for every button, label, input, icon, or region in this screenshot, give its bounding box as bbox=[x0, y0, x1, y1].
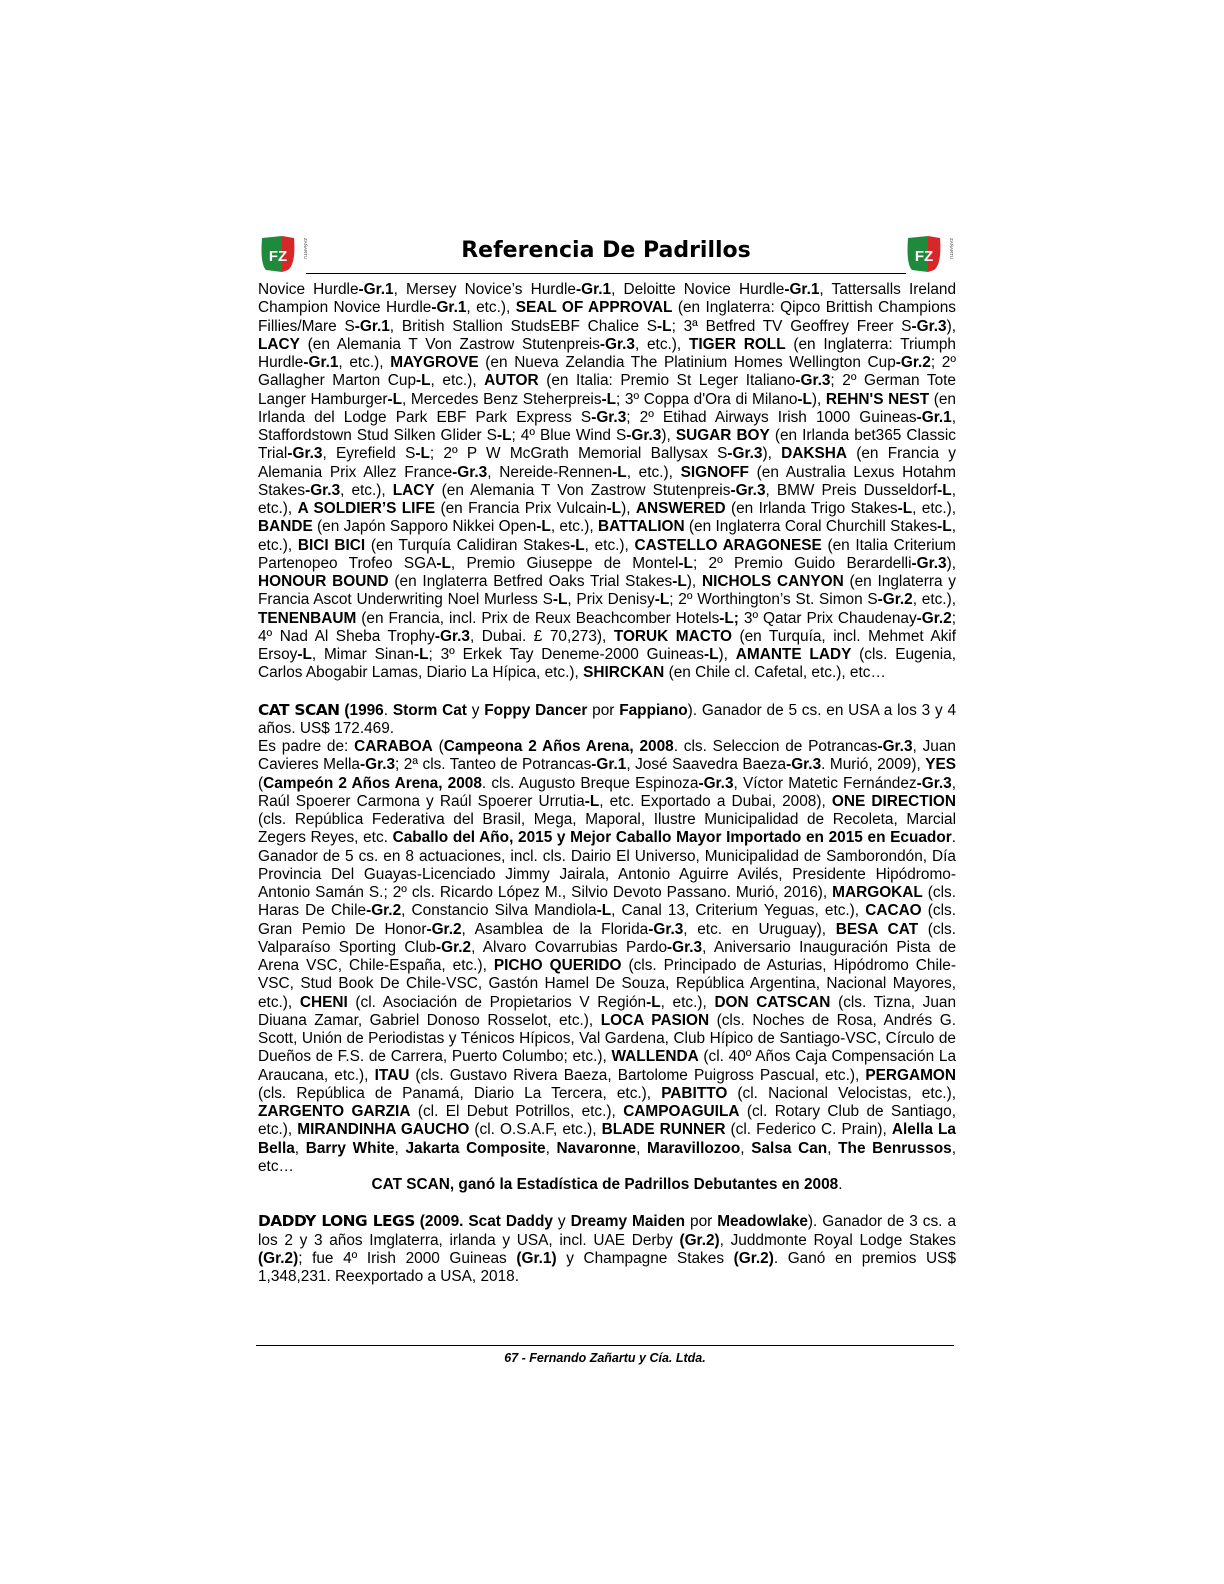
bold-text: -L bbox=[413, 646, 429, 663]
text-run: , bbox=[394, 1139, 406, 1157]
logo-right bbox=[904, 234, 956, 274]
bold-text: -L bbox=[606, 500, 622, 517]
text-run: , Mersey Novice’s Hurdle bbox=[393, 281, 576, 298]
paragraph-gap bbox=[258, 683, 956, 701]
text-run: (cls. República de Panamá, Diario La Tercera, etc.), bbox=[258, 1084, 662, 1102]
text-run: , etc.), bbox=[258, 518, 956, 554]
text-run: ; 3ª Betfred TV Geoffrey Freer S bbox=[671, 317, 912, 335]
text-run: ; 2º Etihad Airways Irish 1000 Guineas bbox=[626, 408, 917, 426]
bold-text: (Gr.2) bbox=[733, 1249, 774, 1267]
bold-text: Barry White bbox=[305, 1139, 395, 1157]
text-run: , etc.), bbox=[466, 299, 516, 317]
text-run: (cls. Haras De Chile bbox=[258, 884, 956, 920]
bold-text: -Gr.2 bbox=[426, 920, 462, 938]
bold-text: -L bbox=[654, 591, 670, 609]
bold-text: BICI BICI bbox=[297, 536, 366, 554]
bold-text: -Gr.1 bbox=[431, 299, 467, 317]
bold-text: -L bbox=[612, 463, 627, 481]
bold-text: -Gr.3 bbox=[877, 738, 913, 755]
text-run: , etc… bbox=[258, 1139, 956, 1175]
text-run: ), bbox=[661, 427, 676, 444]
bold-text: -Gr.3 bbox=[911, 554, 947, 572]
text-run: ( bbox=[432, 738, 444, 755]
text-run: ). Ganador de 5 cs. en USA a los 3 y 4 años. US$ 172.469. bbox=[258, 701, 957, 737]
text-run: (en Francia, incl. Prix de Reux Beachcomber Hotels bbox=[356, 609, 720, 627]
page-footer: 67 - Fernando Zañartu y Cía. Ltda. bbox=[504, 1351, 706, 1365]
bold-text: -L bbox=[703, 646, 719, 663]
text-run: ), bbox=[762, 445, 782, 463]
text-run: , Juan Cavieres Mella bbox=[258, 738, 956, 774]
text-run: (cls. República Federativa del Brasil, Mega, Maporal, Ilustre Municipalidad de Recoleta, Marcial Zegers Reyes, etc. bbox=[258, 811, 956, 847]
bold-text: -Gr.3 bbox=[599, 335, 635, 353]
text-run: , etc.), bbox=[338, 354, 391, 371]
bold-text: -Gr.3 bbox=[911, 317, 947, 335]
bold-text: REHN'S NEST bbox=[825, 390, 930, 408]
bold-text: (2009. Scat Daddy bbox=[414, 1213, 553, 1231]
bold-text: (Gr.1) bbox=[516, 1249, 557, 1267]
text-run: (en Inglaterra Betfred Oaks Trial Stakes bbox=[388, 573, 673, 590]
text-run: , etc.), bbox=[634, 335, 689, 353]
text-run: (en Inglaterra: Qipco Brittish Champions Fillies/Mare S bbox=[258, 299, 957, 335]
bold-text: AUTOR bbox=[484, 372, 539, 390]
bold-text: CASTELLO ARAGONESE bbox=[634, 536, 822, 554]
bold-text: -Gr.3 bbox=[916, 774, 952, 792]
bold-text: -L bbox=[672, 573, 687, 590]
text-run: , José Saavedra Baeza bbox=[626, 756, 787, 774]
bold-text: (1996 bbox=[339, 701, 384, 719]
bold-text: -Gr.2 bbox=[436, 938, 472, 956]
bold-text: -L bbox=[387, 390, 403, 408]
bold-text: -Gr.3 bbox=[626, 427, 662, 444]
text-run: . bbox=[838, 1176, 843, 1193]
paragraph bbox=[258, 281, 956, 683]
bold-text: -L bbox=[536, 518, 551, 536]
text-run: , Aniversario Inauguración Pista de Arena VSC, Chile-España, etc.), bbox=[258, 938, 957, 974]
text-run: ; 2º Premio Guido Berardelli bbox=[692, 554, 912, 572]
bold-text: SEAL OF APPROVAL bbox=[515, 299, 673, 317]
bold-text: Fappiano bbox=[619, 701, 688, 719]
bold-text: -Gr.1 bbox=[916, 408, 952, 426]
bold-text: PERGAMON bbox=[865, 1066, 956, 1084]
bold-text: CAMPOAGUILA bbox=[623, 1103, 740, 1120]
text-run: (cl. O.S.A.F, etc.), bbox=[469, 1121, 602, 1139]
logo-side-text: ZAÑARTU bbox=[949, 238, 954, 260]
bold-text: -Gr.3 bbox=[305, 481, 341, 499]
bold-text: TIGER ROLL bbox=[688, 335, 786, 353]
text-run: , etc.), bbox=[340, 481, 393, 499]
text-run: , Deloitte Novice Hurdle bbox=[611, 281, 785, 298]
bold-text: ONE DIRECTION bbox=[831, 792, 956, 810]
page-title: Referencia De Padrillos bbox=[461, 238, 751, 263]
bold-text: -Gr.1 bbox=[591, 756, 627, 774]
text-run: , etc.), bbox=[626, 463, 681, 481]
text-run: ; fue 4º Irish 2000 Guineas bbox=[298, 1249, 517, 1267]
text-run: . Ganador de 5 cs. en 8 actuaciones, incl. cls. Dairio El Universo, Municipalidad de Samborondón, Día Provincia Del Guayas-Licenciado Jimmy Jairala, Antonio Aguirre Avilés, Presidente Hipódromo-Antonio Samán S.; 2º cls. Ricardo López M., Silvio Devoto Passano. Murió, 2016), bbox=[258, 829, 956, 901]
bold-text: -Gr.3 bbox=[698, 774, 734, 792]
text-run: por bbox=[685, 1213, 718, 1231]
bold-text: SUGAR BOY bbox=[675, 427, 770, 444]
bold-text: -L bbox=[496, 427, 512, 444]
text-run: ), bbox=[718, 646, 736, 663]
text-run: 3º Qatar Prix Chaudenay bbox=[743, 609, 917, 627]
text-run: (en Inglaterra: Triumph Hurdle bbox=[258, 335, 956, 371]
text-run: ; 3º Coppa d'Ora di Milano bbox=[616, 390, 798, 408]
text-run: ; 4º Blue Wind S bbox=[511, 427, 627, 444]
bold-text: BATTALION bbox=[597, 518, 685, 536]
bold-text: -L bbox=[584, 792, 600, 810]
bold-text: MARGOKAL bbox=[832, 884, 923, 901]
text-run: ), bbox=[811, 390, 826, 408]
text-run: , Alvaro Covarrubias Pardo bbox=[471, 938, 668, 956]
bold-text: YES bbox=[925, 756, 956, 774]
text-run: , etc. Exportado a Dubai, 2008), bbox=[599, 792, 832, 810]
bold-text: -L bbox=[678, 554, 693, 572]
bold-text: -Gr.1 bbox=[784, 281, 820, 298]
text-run: ), bbox=[946, 554, 956, 572]
bold-text: -L bbox=[416, 372, 431, 390]
text-run: , Canal 13, Criterium Yeguas, etc.), bbox=[611, 902, 866, 920]
bold-text: Salsa Can bbox=[751, 1139, 828, 1157]
text-run: . Ganó en premios US$ 1,348,231. Reexportado a USA, 2018. bbox=[258, 1249, 956, 1285]
text-run: Es padre de: bbox=[258, 738, 355, 755]
bold-text: -Gr.3 bbox=[648, 920, 684, 938]
bold-text: BANDE bbox=[258, 518, 313, 536]
bold-text: PABITTO bbox=[661, 1084, 728, 1102]
text-run: , bbox=[545, 1139, 557, 1157]
bold-text: -L bbox=[657, 317, 672, 335]
bold-text: NICHOLS CANYON bbox=[701, 573, 844, 590]
text-run: . bbox=[383, 701, 393, 719]
text-run: (en Australia Lexus Hotahm Stakes bbox=[258, 463, 956, 499]
text-run: (cl. 40º Años Caja Compensación La Araucana, etc.), bbox=[258, 1048, 956, 1084]
bold-text: -L bbox=[552, 591, 568, 609]
text-run: (cl. Federico C. Prain), bbox=[725, 1121, 892, 1139]
text-run: , etc.), bbox=[584, 536, 635, 554]
bold-text: BLADE RUNNER bbox=[601, 1121, 726, 1139]
text-run: (cls. Tizna, Juan Diuana Zamar, Gabriel Donoso Rosselot, etc.), bbox=[258, 993, 957, 1029]
text-run: (en Chile cl. Cafetal, etc.), etc… bbox=[664, 664, 886, 682]
paragraph bbox=[258, 738, 956, 1176]
text-run: ; 2ª cls. Tanteo de Potrancas bbox=[395, 756, 592, 774]
text-run: Novice Hurdle bbox=[258, 281, 359, 298]
bold-text: -L bbox=[596, 902, 612, 920]
bold-text: WALLENDA bbox=[611, 1048, 699, 1066]
text-run: (en Italia: Premio St Leger Italiano bbox=[538, 372, 796, 390]
text-run: , Premio Giuseppe de Montel bbox=[450, 554, 679, 572]
bold-text: -L bbox=[436, 554, 451, 572]
bold-text: -L bbox=[646, 993, 661, 1011]
bold-text: Dreamy Maiden bbox=[570, 1213, 686, 1231]
bold-text: SHIRCKAN bbox=[583, 664, 665, 682]
text-run: , etc.), bbox=[912, 500, 956, 517]
text-run: (cls. Gran Pemio De Honor bbox=[258, 902, 956, 938]
text-run: , bbox=[636, 1139, 648, 1157]
text-run: ; 3º Erkek Tay Deneme-2000 Guineas bbox=[428, 646, 704, 663]
text-run: , Juddmonte Royal Lodge Stakes bbox=[719, 1231, 956, 1249]
text-run: (en Inglaterra Coral Churchill Stakes bbox=[684, 518, 938, 536]
bold-text: (Gr.2) bbox=[258, 1249, 299, 1267]
text-run: , Mercedes Benz Steherpreis bbox=[402, 390, 602, 408]
bold-text: CACAO bbox=[865, 902, 922, 920]
text-run: (cl. Asociación de Propietarios V Región bbox=[347, 993, 647, 1011]
logo-letters: FZ bbox=[914, 248, 934, 265]
bold-text: Campeón 2 Años Arena, 2008 bbox=[263, 774, 482, 792]
bold-text: (Gr.2) bbox=[679, 1231, 720, 1249]
text-run: y Champagne Stakes bbox=[556, 1249, 734, 1267]
bold-text: CHENI bbox=[299, 993, 348, 1011]
text-run: (en Nueva Zelandia The Platinium Homes Wellington Cup bbox=[478, 354, 896, 371]
bold-text: TENENBAUM bbox=[258, 609, 357, 627]
text-run: , Constancio Silva Mandiola bbox=[401, 902, 597, 920]
text-run: (en Irlanda bet365 Classic Trial bbox=[258, 427, 956, 463]
text-run: , bbox=[740, 1139, 752, 1157]
footer-divider bbox=[256, 1345, 954, 1346]
bold-text: -Gr.1 bbox=[575, 281, 612, 298]
bold-text: -Gr.1 bbox=[303, 354, 339, 371]
text-run: , Víctor Matetic Fernández bbox=[733, 774, 917, 792]
text-run: , Dubai. £ 70,273), bbox=[469, 627, 614, 645]
text-run: (cls. Valparaíso Sporting Club bbox=[258, 920, 956, 956]
text-run: ). Ganador de 3 cs. a los 2 y 3 años Imglaterra, irlanda y USA, incl. UAE Derby bbox=[258, 1213, 956, 1249]
text-run: , bbox=[294, 1139, 306, 1157]
text-run: , etc. en Uruguay), bbox=[683, 920, 836, 938]
logo-letters: FZ bbox=[268, 248, 288, 265]
bold-text: ITAU bbox=[374, 1066, 410, 1084]
text-run: , Mimar Sinan bbox=[311, 646, 414, 663]
text-run: ; 2º German Tote Langer Hamburger bbox=[258, 372, 956, 408]
bold-text: MIRANDINHA GAUCHO bbox=[297, 1121, 470, 1139]
bold-text: TORUK MACTO bbox=[613, 627, 732, 645]
bold-text: -L bbox=[897, 500, 913, 517]
bold-text: -Gr.2 bbox=[916, 609, 952, 627]
text-run: . cls. Seleccion de Potrancas bbox=[673, 738, 878, 755]
text-run: , etc.), bbox=[912, 591, 956, 609]
bold-text: Campeona 2 Años Arena, 2008 bbox=[443, 738, 674, 755]
stallion-heading: CAT SCAN bbox=[258, 700, 340, 719]
bold-text: ANSWERED bbox=[635, 500, 726, 517]
text-run: . cls. Augusto Breque Espinoza bbox=[481, 774, 699, 792]
text-run: , Asamblea de la Florida bbox=[461, 920, 649, 938]
bold-text: -Gr.3 bbox=[667, 938, 703, 956]
text-run: (en Alemania T Von Zastrow Stutenpreis bbox=[299, 335, 600, 353]
header-divider bbox=[306, 273, 906, 274]
text-run: , etc.), bbox=[550, 518, 598, 536]
page-header bbox=[256, 228, 956, 274]
text-run: (en Turquía Calidiran Stakes bbox=[365, 536, 571, 554]
bold-text: -L bbox=[570, 536, 585, 554]
text-run: , Prix Denisy bbox=[567, 591, 655, 609]
bold-text: Foppy Dancer bbox=[484, 701, 588, 719]
text-run: , BMW Preis Dusseldorf bbox=[765, 481, 938, 499]
bold-text: -L; bbox=[719, 609, 744, 627]
paragraph-gap bbox=[258, 1194, 956, 1212]
text-run: , etc.), bbox=[660, 993, 715, 1011]
paragraph bbox=[258, 701, 956, 739]
bold-text: MAYGROVE bbox=[390, 354, 479, 371]
text-run: (en Italia Criterium Partenopeo Trofeo SGA bbox=[258, 536, 956, 572]
bold-text: -L bbox=[937, 518, 952, 536]
bold-text: -L bbox=[415, 445, 430, 463]
text-run: y bbox=[552, 1213, 571, 1231]
bold-text: -Gr.3 bbox=[730, 481, 766, 499]
bold-text: Storm Cat bbox=[392, 701, 467, 719]
text-run: ( bbox=[258, 774, 264, 792]
text-run: . Murió, 2009), bbox=[821, 756, 926, 774]
text-run: ), bbox=[621, 500, 636, 517]
text-run: , bbox=[827, 1139, 839, 1157]
bold-text: -Gr.3 bbox=[795, 372, 831, 390]
bold-text: -Gr.3 bbox=[786, 756, 822, 774]
text-run: ), bbox=[686, 573, 702, 590]
text-run: (cl. Nacional Velocistas, etc.), bbox=[727, 1084, 956, 1102]
bold-text: Caballo del Año, 2015 y Mejor Caballo Mayor Importado en 2015 en Ecuador bbox=[392, 829, 952, 847]
text-run: , Raúl Spoerer Carmona y Raúl Spoerer Urrutia bbox=[258, 774, 956, 810]
bold-text: -L bbox=[601, 390, 617, 408]
text-run: , Staffordstown Stud Silken Glider S bbox=[258, 408, 956, 444]
text-run: (cls. Eugenia, Carlos Abogabir Lamas, Diario La Hípica, etc.), bbox=[258, 646, 956, 682]
text-run: , etc.), bbox=[258, 481, 956, 517]
bold-text: -L bbox=[797, 390, 812, 408]
text-run: , Tattersalls Ireland Champion Novice Hurdle bbox=[258, 281, 957, 317]
bold-text: -Gr.3 bbox=[591, 408, 627, 426]
bold-text: PICHO QUERIDO bbox=[493, 957, 622, 974]
body-text bbox=[258, 281, 956, 1286]
bold-text: AMANTE LADY bbox=[735, 646, 852, 663]
text-run: y bbox=[466, 701, 485, 719]
text-run: , etc.), bbox=[430, 372, 485, 390]
bold-text: -Gr.2 bbox=[366, 902, 402, 920]
zanartu-logo-icon bbox=[904, 234, 956, 274]
text-run: (cls. Noches de Rosa, Andrés G. Scott, Unión de Periodistas y Ténicos Hípicos, Val Gardena, Club Hípico de Santiago-VSC, Círculo de Dueños de F.S. de Carrera, Puerto Columbo; etc.), bbox=[258, 1011, 956, 1066]
text-run: (en Irlanda Trigo Stakes bbox=[725, 500, 898, 517]
text-run: ; 4º Nad Al Sheba Trophy bbox=[258, 609, 957, 645]
bold-text: SIGNOFF bbox=[680, 463, 749, 481]
bold-text: Jakarta Composite bbox=[405, 1139, 546, 1157]
text-run: (cls. Principado de Asturias, Hipódromo Chile-VSC, Stud Book De Chile-VSC, Gastón Hamel De Souza, República Argentina, Nacional Mayores, etc.), bbox=[258, 957, 956, 1011]
bold-text: -Gr.3 bbox=[287, 445, 323, 463]
bold-text: -Gr.1 bbox=[354, 317, 390, 335]
logo-side-text: ZAÑARTU bbox=[303, 238, 308, 260]
text-run: ; 2º P W McGrath Memorial Ballysax S bbox=[429, 445, 728, 463]
text-run: , Nereide-Rennen bbox=[487, 463, 613, 481]
bold-text: -L bbox=[937, 481, 952, 499]
text-run: (en Alemania T Von Zastrow Stutenpreis bbox=[434, 481, 731, 499]
text-run: (cls. Gustavo Rivera Baeza, Bartolome Puigross Pascual, etc.), bbox=[409, 1066, 866, 1084]
bold-text: Meadowlake bbox=[717, 1213, 808, 1231]
bold-text: HONOUR BOUND bbox=[258, 573, 389, 590]
bold-text: LOCA PASION bbox=[600, 1011, 710, 1029]
bold-text: Navaronne bbox=[556, 1139, 637, 1157]
paragraph bbox=[258, 1212, 956, 1286]
text-run: ; 2º Gallagher Marton Cup bbox=[258, 354, 956, 390]
bold-text: -Gr.2 bbox=[877, 591, 913, 609]
text-run: ), bbox=[946, 317, 957, 335]
bold-text: Maravillozoo bbox=[647, 1139, 741, 1157]
text-run: (en Francia y Alemania Prix Allez France bbox=[258, 445, 956, 481]
bold-text: -Gr.2 bbox=[895, 354, 931, 371]
text-run: (cl. El Debut Potrillos, etc.), bbox=[410, 1103, 624, 1120]
bold-text: -Gr.1 bbox=[358, 281, 394, 298]
bold-text: A SOLDIER’S LIFE bbox=[297, 500, 436, 517]
bold-text: CAT SCAN, ganó la Estadística de Padrillos Debutantes en 2008 bbox=[371, 1176, 839, 1193]
bold-text: -Gr.3 bbox=[359, 756, 396, 774]
text-run: (en Japón Sapporo Nikkei Open bbox=[312, 518, 537, 536]
bold-text: The Benrussos bbox=[838, 1139, 952, 1157]
bold-text: -Gr.3 bbox=[727, 445, 763, 463]
text-run: (en Francia Prix Vulcain bbox=[435, 500, 607, 517]
text-run: (en Irlanda del Lodge Park EBF Park Express S bbox=[258, 390, 956, 426]
bold-text: CARABOA bbox=[354, 738, 433, 755]
bold-text: ZARGENTO GARZIA bbox=[258, 1103, 411, 1120]
bold-text: BESA CAT bbox=[835, 920, 919, 938]
text-run: , British Stallion StudsEBF Chalice S bbox=[389, 317, 658, 335]
bold-text: LACY bbox=[258, 335, 300, 353]
stallion-heading: DADDY LONG LEGS bbox=[258, 1212, 415, 1231]
text-run: (en Inglaterra y Francia Ascot Underwriting Noel Murless S bbox=[258, 573, 957, 609]
bold-text: -Gr.3 bbox=[452, 463, 488, 481]
text-run: , Eyrefield S bbox=[322, 445, 416, 463]
bold-text: LACY bbox=[392, 481, 435, 499]
text-run: por bbox=[587, 701, 620, 719]
bold-text: DAKSHA bbox=[781, 445, 847, 463]
text-run: ; 2º Worthington’s St. Simon S bbox=[669, 591, 878, 609]
bold-text: Alella La Bella bbox=[258, 1121, 956, 1157]
text-run: (en Turquía, incl. Mehmet Akif Ersoy bbox=[258, 627, 957, 663]
bold-text: -L bbox=[297, 646, 312, 663]
text-run: (cl. Rotary Club de Santiago, etc.), bbox=[258, 1103, 956, 1139]
paragraph bbox=[258, 1176, 956, 1194]
bold-text: DON CATSCAN bbox=[714, 993, 831, 1011]
bold-text: -Gr.3 bbox=[434, 627, 470, 645]
